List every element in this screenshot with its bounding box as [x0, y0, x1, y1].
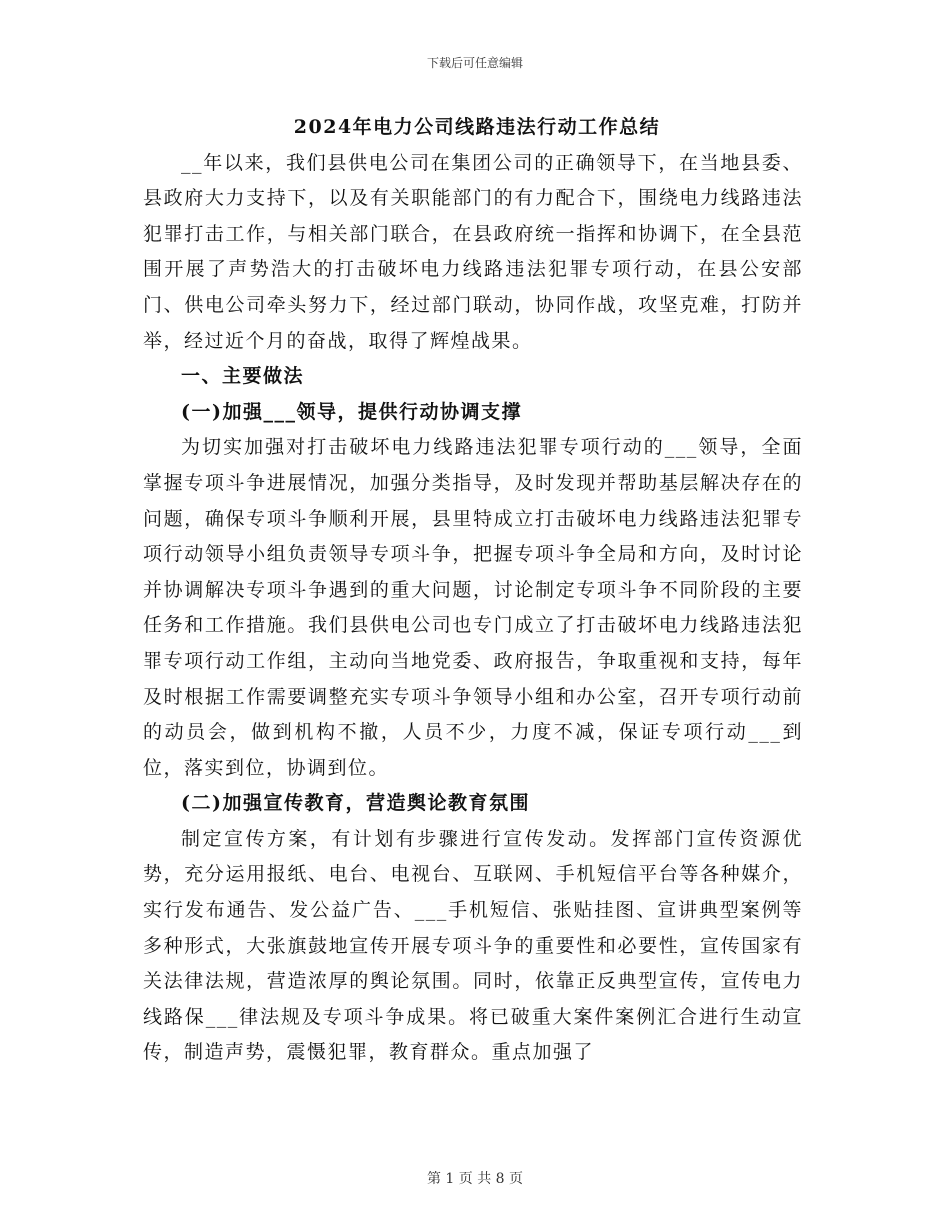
section-heading-main-practices: 一、主要做法 — [181, 365, 305, 388]
document-body — [143, 110, 803, 1071]
intro-paragraph: __年以来，我们县供电公司在集团公司的正确领导下，在当地县委、县政府大力支持下，以及有关职能部门的有力配合下，围绕电力线路违法犯罪打击工作，与相关部门联合，在县政府统一指挥和协调下，在全县范围开展了声势浩大的打击破坏电力线路违法犯罪专项行动，在县公安部门、供电公司牵头努力下，经过部门联动，协同作战，攻坚克难，打防并举，经过近个月的奋战，取得了辉煌战果。 — [143, 151, 803, 352]
document-title: 2024年电力公司线路违法行动工作总结 — [293, 116, 661, 138]
publicity-paragraph: 制定宣传方案，有计划有步骤进行宣传发动。发挥部门宣传资源优势，充分运用报纸、电台、电视台、互联网、手机短信平台等各种媒介，实行发布通告、发公益广告、___手机短信、张贴挂图、宣讲典型案例等多种形式，大张旗鼓地宣传开展专项斗争的重要性和必要性，宣传国家有关法律法规，营造浓厚的舆论氛围。同时，依靠正反典型宣传，宣传电力线路保___律法规及专项斗争成果。将已破重大案件案例汇合进行生动宣传，制造声势，震慑犯罪，教育群众。重点加强了 — [143, 827, 803, 1064]
leadership-paragraph: 为切实加强对打击破坏电力线路违法犯罪专项行动的___领导，全面掌握专项斗争进展情况，加强分类指导，及时发现并帮助基层解决存在的问题，确保专项斗争顺利开展，县里特成立打击破坏电力线路违法犯罪专项行动领导小组负责领导专项斗争，把握专项斗争全局和方向，及时讨论并协调解决专项斗争遇到的重大问题，讨论制定专项斗争不同阶段的主要任务和工作措施。我们县供电公司也专门成立了打击破坏电力线路违法犯罪专项行动工作组，主动向当地党委、政府报告，争取重视和支持，每年及时根据工作需要调整充实专项斗争领导小组和办公室，召开专项行动前的动员会，做到机构不撤，人员不少，力度不减，保证专项行动___到位，落实到位，协调到位。 — [143, 436, 803, 779]
subsection-heading-leadership: (一)加强___领导，提供行动协调支撑 — [181, 400, 522, 423]
page-indicator: 第 1 页 共 8 页 — [426, 1171, 524, 1187]
subsection-heading-publicity: (二)加强宣传教育，营造舆论教育氛围 — [181, 792, 530, 815]
header-note: 下载后可任意编辑 — [426, 56, 523, 70]
